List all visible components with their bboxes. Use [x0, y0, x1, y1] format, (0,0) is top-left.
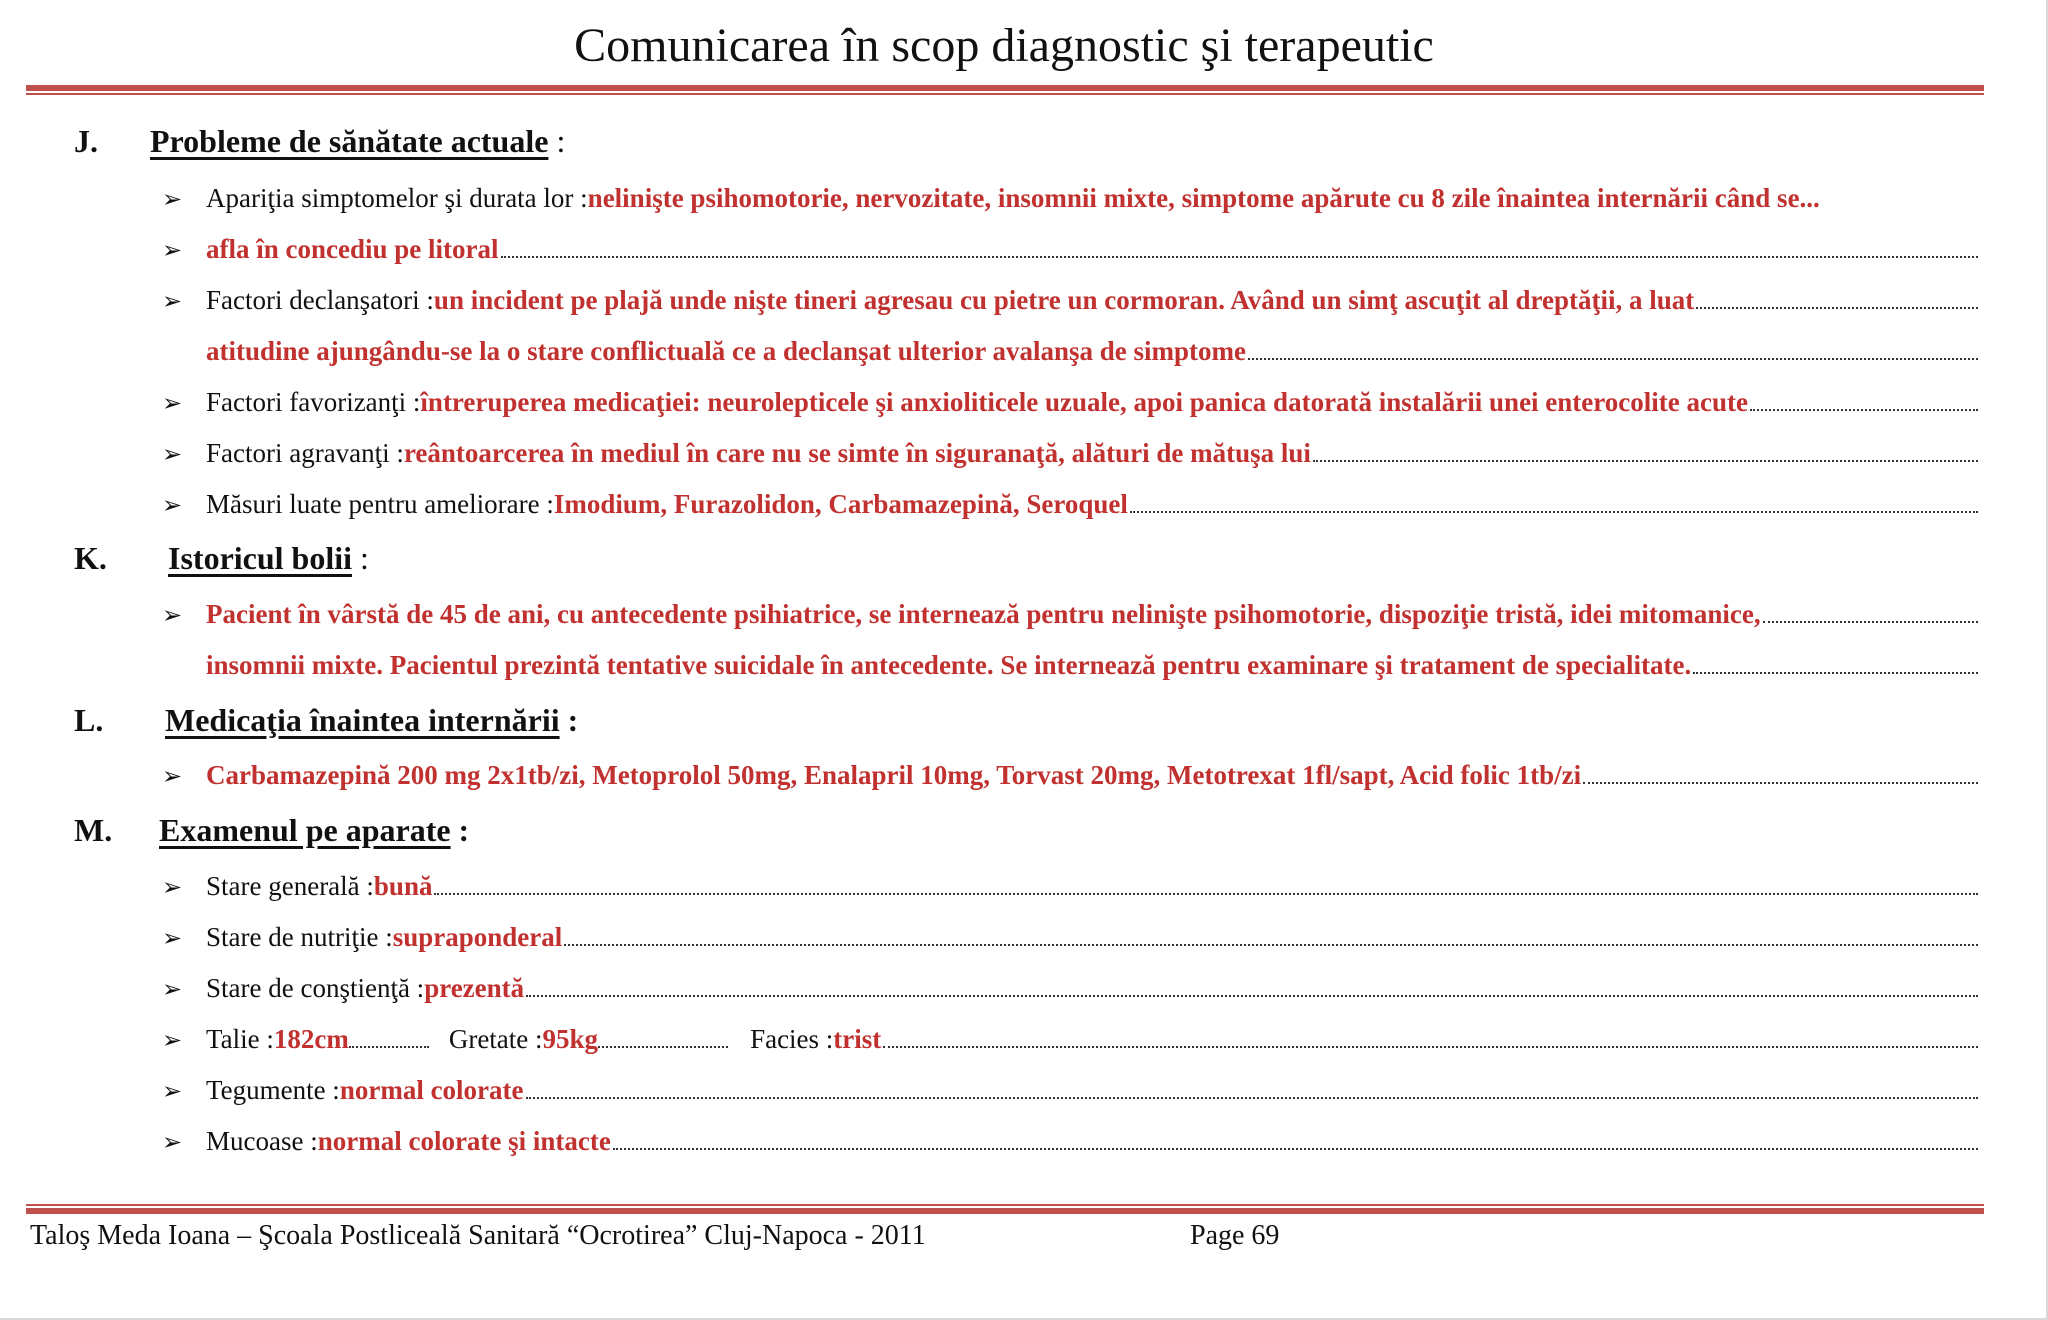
dotted-leader: [1763, 615, 1978, 623]
section-title: Medicaţia înaintea internării: [165, 702, 560, 738]
item-label: Stare de nutriţie :: [206, 922, 393, 952]
section-letter: L.: [74, 702, 104, 738]
dotted-leader: [526, 1091, 1978, 1099]
dotted-leader: [1696, 301, 1978, 309]
item-label: Apariţia simptomelor şi durata lor :: [206, 183, 588, 213]
list-item-istoric: [162, 596, 1978, 633]
item-label: Tegumente :: [206, 1075, 340, 1105]
dotted-leader: [1313, 454, 1978, 462]
section-k-heading: [74, 538, 369, 578]
arrow-bullet-icon: ➢: [162, 1077, 183, 1105]
dotted-leader: [1248, 352, 1978, 360]
dotted-leader: [1583, 776, 1978, 784]
item-value: insomnii mixte. Pacientul prezintă tentative suicidale în antecedente. Se internează pentru examinare şi tratament de specialitate.: [206, 650, 1692, 680]
footer-author: Taloş Meda Ioana – Şcoala Postliceală Sanitară “Ocrotirea” Cluj-Napoca - 2011: [30, 1220, 926, 1251]
item-value: Pacient în vârstă de 45 de ani, cu antecedente psihiatrice, se internează pentru nelinişte psihomotorie, dispoziţie tristă, idei mitomanice,: [206, 599, 1761, 629]
arrow-bullet-icon: ➢: [162, 440, 183, 468]
item-value: 182cm: [273, 1024, 349, 1054]
dotted-leader: [883, 1040, 1978, 1048]
list-item-declansatori-cont: [206, 333, 1978, 369]
item-value: un incident pe plajă unde nişte tineri agresau cu pietre un cormoran. Având un simţ ascuţit al dreptăţii, a luat: [433, 285, 1695, 315]
list-item-constienta: [162, 970, 1978, 1007]
item-label: Talie :: [206, 1024, 274, 1054]
dotted-leader: [564, 938, 1978, 946]
dotted-leader: [1130, 505, 1978, 513]
arrow-bullet-icon: ➢: [162, 185, 183, 213]
item-value: prezentă: [424, 973, 525, 1003]
section-letter: J.: [74, 123, 98, 159]
item-value: bună: [373, 871, 433, 901]
item-label: Factori favorizanţi :: [206, 387, 421, 417]
arrow-bullet-icon: ➢: [162, 975, 183, 1003]
page-title: Comunicarea în scop diagnostic şi terapeutic: [574, 19, 1434, 72]
list-item-istoric-cont: [206, 647, 1978, 683]
item-value: normal colorate: [339, 1075, 524, 1105]
arrow-bullet-icon: ➢: [162, 287, 183, 315]
arrow-bullet-icon: ➢: [162, 762, 183, 790]
dotted-leader: [526, 989, 1978, 997]
arrow-bullet-icon: ➢: [162, 1128, 183, 1156]
item-value: Imodium, Furazolidon, Carbamazepină, Seroquel: [553, 489, 1128, 519]
section-title: Examenul pe aparate: [159, 812, 451, 848]
section-j-heading: [74, 121, 565, 161]
list-item-mucoase: [162, 1123, 1978, 1160]
arrow-bullet-icon: ➢: [162, 601, 183, 629]
list-item-medicatie: [162, 757, 1978, 794]
section-colon: :: [458, 812, 470, 848]
list-item-aparitia: [162, 180, 1978, 217]
item-label: Stare de conştienţă :: [206, 973, 425, 1003]
item-label: Facies :: [750, 1024, 834, 1054]
arrow-bullet-icon: ➢: [162, 389, 183, 417]
section-title: Probleme de sănătate actuale: [150, 123, 549, 159]
list-item-stare-generala: [162, 868, 1978, 905]
item-value: normal colorate şi intacte: [317, 1126, 611, 1156]
item-label: Mucoase :: [206, 1126, 318, 1156]
dotted-leader: [598, 1040, 728, 1048]
item-value: atitudine ajungându-se la o stare conflictuală ce a declanşat ulterior avalanşa de simptome: [206, 336, 1246, 366]
section-colon: :: [556, 123, 566, 159]
page-number: Page 69: [1190, 1220, 1280, 1251]
section-letter: K.: [74, 540, 107, 576]
item-label: Factori declanşatori :: [206, 285, 434, 315]
item-label: Gretate :: [448, 1024, 543, 1054]
arrow-bullet-icon: ➢: [162, 236, 183, 264]
item-label: Stare generală :: [206, 871, 374, 901]
section-colon: :: [567, 702, 579, 738]
list-item-tegumente: [162, 1072, 1978, 1109]
dotted-leader: [1750, 403, 1978, 411]
arrow-bullet-icon: ➢: [162, 873, 183, 901]
item-value: întreruperea medicaţiei: neurolepticele şi anxioliticele uzuale, apoi panica datorată instalării unei enterocolite acute: [420, 387, 1748, 417]
item-value: Carbamazepină 200 mg 2x1tb/zi, Metoprolol 50mg, Enalapril 10mg, Torvast 20mg, Metotrexat 1fl/sapt, Acid folic 1tb/zi: [206, 760, 1582, 790]
list-item-declansatori: [162, 282, 1978, 319]
item-value: supraponderal: [392, 922, 563, 952]
section-l-heading: [74, 700, 578, 740]
arrow-bullet-icon: ➢: [162, 924, 183, 952]
dotted-leader: [434, 887, 1978, 895]
dotted-leader: [501, 250, 1979, 258]
arrow-bullet-icon: ➢: [162, 1026, 183, 1054]
list-item-agravanti: [162, 435, 1978, 472]
item-value: nelinişte psihomotorie, nervozitate, insomnii mixte, simptome apărute cu 8 zile înaintea internării când se...: [587, 183, 1820, 213]
item-label: Măsuri luate pentru ameliorare :: [206, 489, 554, 519]
section-letter: M.: [74, 812, 113, 848]
dotted-leader: [1693, 666, 1978, 674]
section-title: Istoricul bolii: [168, 540, 353, 576]
list-item-aparitia-cont: [162, 231, 1978, 268]
list-item-favorizanti: [162, 384, 1978, 421]
list-item-masuri: [162, 486, 1978, 523]
footer-rule: [26, 1204, 1984, 1214]
item-label: Factori agravanţi :: [206, 438, 404, 468]
item-value: reântoarcerea în mediul în care nu se simte în siguranaţă, alături de mătuşa lui: [403, 438, 1311, 468]
section-m-heading: [74, 810, 469, 850]
arrow-bullet-icon: ➢: [162, 491, 183, 519]
dotted-leader: [349, 1040, 429, 1048]
section-colon: :: [360, 540, 369, 576]
item-value: 95kg: [542, 1024, 599, 1054]
item-value: afla în concediu pe litoral: [206, 234, 499, 264]
dotted-leader: [613, 1142, 1978, 1150]
list-item-nutritie: [162, 919, 1978, 956]
item-value: trist: [833, 1024, 882, 1054]
list-item-talie-greutate-facies: [162, 1021, 1978, 1058]
